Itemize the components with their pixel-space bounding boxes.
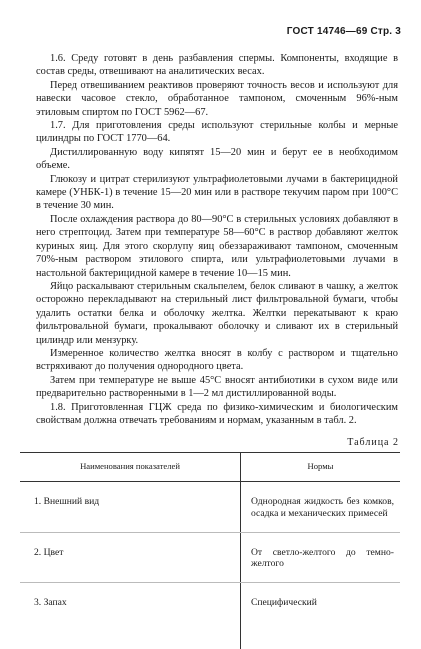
norm-cell: От светло-желтого до темно-желтого [241,532,401,583]
table-header-row [20,453,400,482]
page-header: ГОСТ 14746—69 Стр. 3 [286,26,401,37]
body-text [36,52,398,427]
paragraph: 1.8. Приготовленная ГЦЖ среда по физико-химическим и биологическим свойствам должна отвечать требованиям и нормам, указанным в табл. 2. [36,401,398,426]
paragraph: Дистиллированную воду кипятят 15—20 мин и берут ее в необходимом объеме. [36,146,398,172]
paragraph: 1.7. Для приготовления среды используют стерильные колбы и мерные цилиндры по ГОСТ 1770—64. [36,120,398,145]
paragraph: Затем при температуре не выше 45°С вносят антибиотики в сухом виде или предварительно растворенными в 1—2 мл дистиллированной воды. [36,374,398,400]
paragraph: Глюкозу и цитрат стерилизуют ультрафиолетовыми лучами в бактерицидной камере (УНБК-1) в течение 15—20 мин или в растворе текучим паром при 100°С в течение 30 мин. [36,173,398,212]
indicator-cell: 3. Запах [34,597,67,609]
table-row [20,532,400,583]
paragraph: 1.6. Среду готовят в день разбавления спермы. Компоненты, входящие в состав среды, отвешивают на аналитических весах. [36,53,398,78]
column-header-norms: Нормы [241,453,401,482]
table-caption: Таблица 2 [347,437,399,448]
norm-cell: Специфический [241,583,401,649]
paragraph: После охлаждения раствора до 80—90°С в стерильных условиях добавляют в него стрептоцид. Затем при температуре 58—60°С в раствор добавляют желток куриных яиц. Для этого скорлупу яиц обеззараживают тампоном, смоченным 70%-ным раствором этилового спирта, или ультрафиолетовыми лучами в настольной бактерицидной камере в течение 10—15 мин. [36,213,398,279]
paragraph: Перед отвешиванием реактивов проверяют точность весов и используют для навески часовое стекло, обработанное тампоном, смоченным 96%-ным этиловым спиртом по ГОСТ 5962—67. [36,79,398,118]
norm-cell: Однородная жидкость без комков, осадка и механических примесей [241,482,401,533]
paragraph: Измеренное количество желтка вносят в колбу с раствором и тщательно встряхивают до получения однородного цвета. [36,347,398,373]
table-row [20,482,400,533]
indicator-cell: 1. Внешний вид [20,482,241,533]
spec-table [20,452,400,649]
table-row [20,583,400,649]
indicator-cell: 2. Цвет [20,532,241,583]
paragraph: Яйцо раскалывают стерильным скальпелем, белок сливают в чашку, а желток осторожно перекладывают на стерильный лист фильтровальной бумаги, чтобы удалить остатки белка и оболочку желтка. Желтки перекатывают к краю фильтровальной бумаги, прокалывают оболочку и сливают их в стерильный цилиндр или мензурку. [36,280,398,346]
column-header-indicator: Наименования показателей [20,453,241,482]
